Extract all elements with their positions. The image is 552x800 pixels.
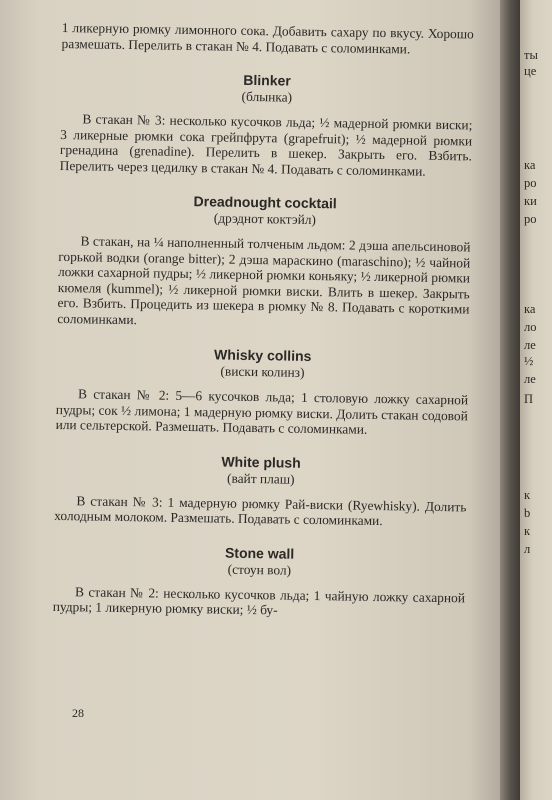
right-page-fragment: ро [524, 176, 537, 190]
right-page-fragment: ки [524, 194, 537, 208]
page-number: 28 [72, 706, 84, 720]
recipe-white-plush [54, 450, 467, 529]
right-page-fragment: b [524, 506, 531, 520]
right-page-fragment: к [524, 524, 531, 538]
right-page-fragment: П [524, 392, 534, 406]
book-gutter [500, 0, 522, 800]
recipe-dreadnought [57, 191, 471, 332]
recipe-title: White plush [221, 453, 301, 471]
recipe-whisky-collins [56, 344, 469, 439]
right-page-fragment: ле [524, 338, 536, 352]
recipe-text: В стакан № 2: 5—6 кусочков льда; 1 столовую ложку сахарной пудры; сок ½ лимона; 1 мадерную рюмку виски. Долить стакан содовой или сельтерской. Размешать. Подавать с соломинками. [55, 386, 469, 437]
right-page-fragment: л [524, 542, 531, 556]
recipe-title: Dreadnought cocktail [193, 193, 337, 212]
recipe-subtitle: (дрэднот коктэйл) [213, 210, 317, 228]
recipe-text: В стакан № 2: несколько кусочков льда; 1 чайную ложку сахарной пудры; 1 ликерную рюмку виски; ½ бу- [52, 583, 466, 618]
recipe-subtitle: (блынка) [241, 88, 293, 105]
right-page-fragment: це [524, 64, 537, 78]
recipe-text: В стакан № 3: несколько кусочков льда; ½ мадерной рюмки виски; 3 ликерные рюмки сока грейпфрута (grapefruit); ½ мадерной рюмки гренадина (grenadine). Перелить в шекер. Закрыть его. Взбить. Перелить через цедилку в стакан № 4. Подавать с соломинками. [59, 111, 473, 179]
recipe-title: Whisky collins [214, 346, 312, 364]
recipe-subtitle: (стоун вол) [227, 561, 292, 578]
recipe-subtitle: (вайт плаш) [226, 470, 295, 487]
recipe-text: В стакан, на ¼ наполненный толченым льдом: 2 дэша апельсиновой горькой водки (orange bitter); 2 дэша мараскино (maraschino); ½ чайной ложки сахарной пудры; ½ ликерной рюмки коньяку; ½ ликерной рюмки кюмеля (kummel); ½ ликерной рюмки виски. Влить в шекер. Закрыть его. Взбить. Процедить из шекера в рюмку № 8. Подавать с короткими соломинками. [57, 233, 471, 327]
right-page-fragment: ты [524, 48, 538, 62]
right-page-fragment: ка [524, 302, 536, 316]
right-page-fragment: ½ [524, 354, 534, 368]
recipe-text: В стакан № 3: 1 мадерную рюмку Рай-виски (Ryewhisky). Долить холодным молоком. Размешать. Подавать с соломинками. [54, 492, 467, 529]
right-page-fragment: к [524, 488, 531, 502]
intro-paragraph: 1 ликерную рюмку лимонного сока. Добавить сахару по вкусу. Хорошо размешать. Перелить в стакан № 4. Подавать с соломинками. [61, 20, 474, 56]
right-page-fragment: ле [524, 372, 536, 386]
right-page-fragment: ро [524, 212, 537, 226]
right-page-fragment: ка [524, 158, 536, 172]
recipe-stone-wall [53, 541, 466, 620]
right-page-fragment: ло [524, 320, 537, 334]
right-page [520, 0, 552, 800]
recipe-title: Blinker [243, 71, 291, 89]
recipe-blinker [60, 69, 474, 179]
page-text [53, 20, 474, 621]
recipe-subtitle: (виски колинз) [220, 363, 305, 380]
recipe-title: Stone wall [224, 544, 295, 562]
